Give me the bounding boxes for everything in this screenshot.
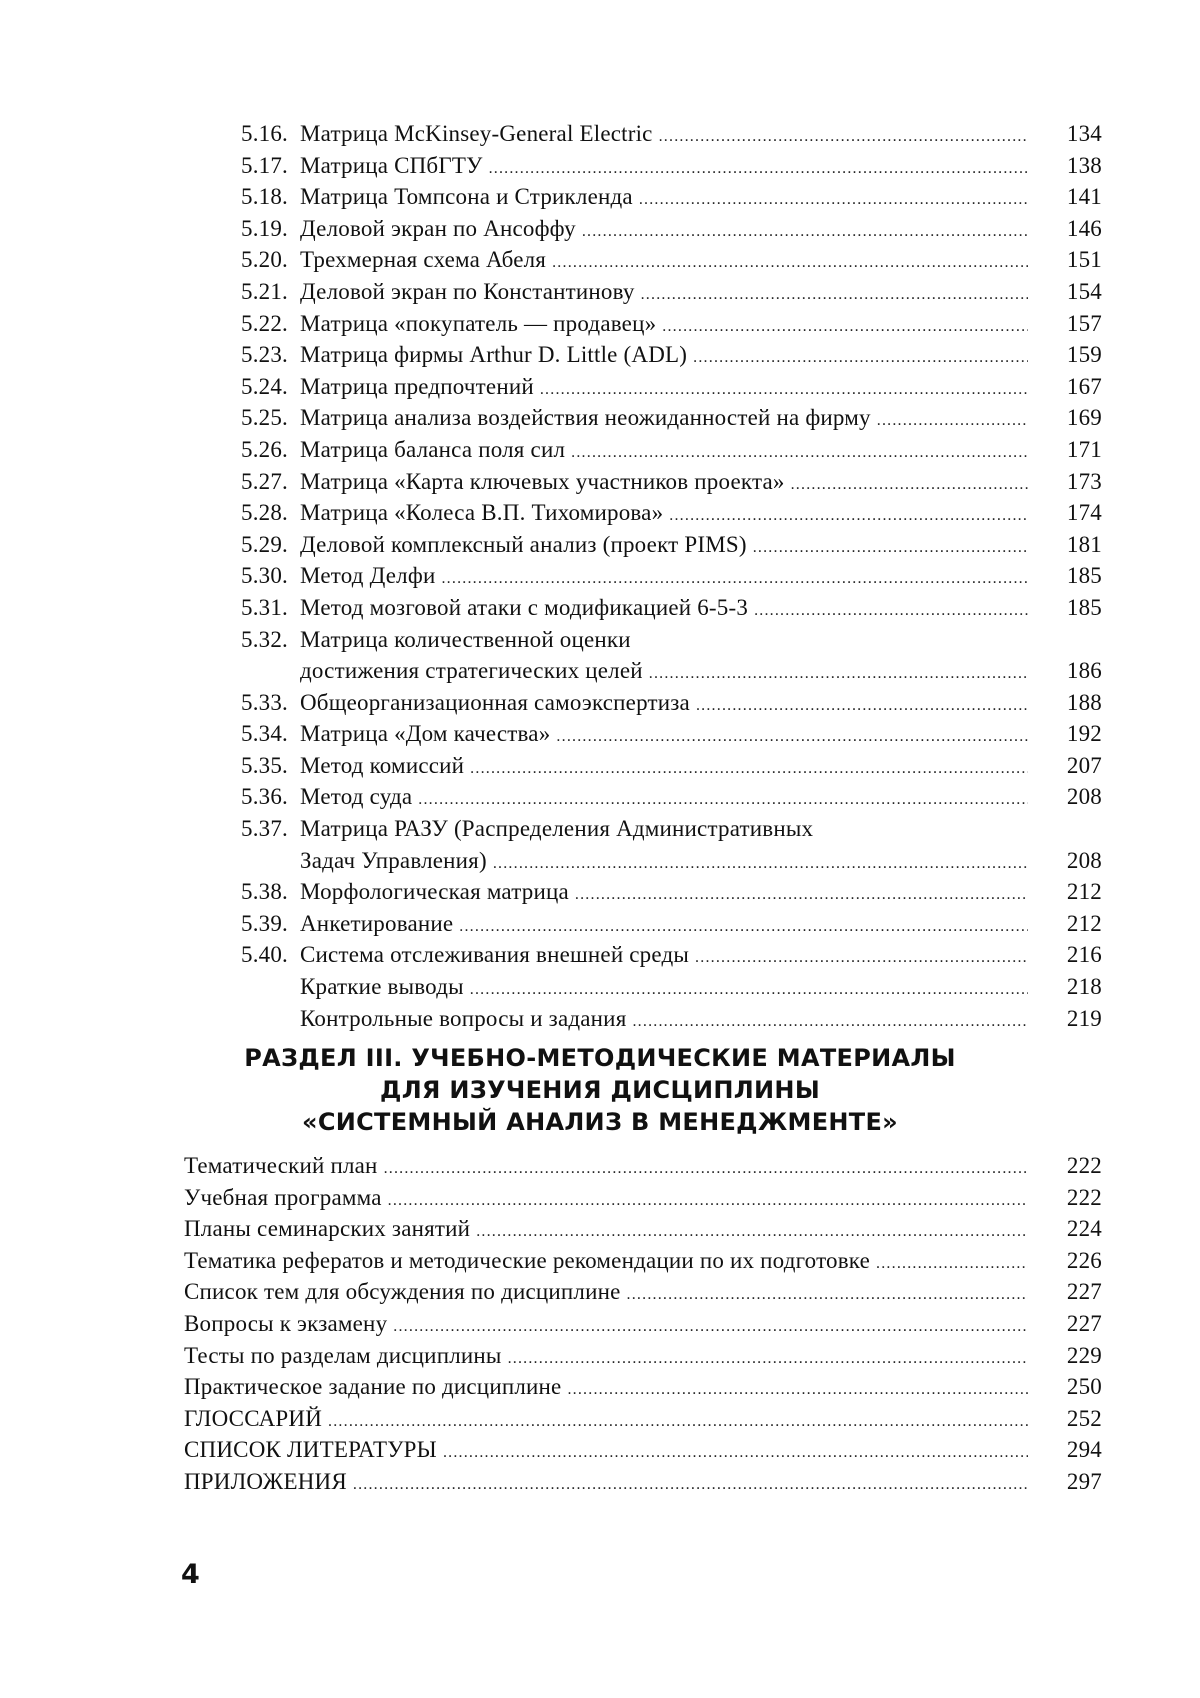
toc-entry[interactable] — [0, 1003, 1200, 1035]
entry-page-number: 171 — [1066, 436, 1102, 462]
entry-title-wrap — [300, 781, 1028, 816]
entry-title: Деловой комплексный анализ (проект PIMS) — [300, 531, 747, 557]
toc-entry[interactable] — [0, 1403, 1200, 1435]
entry-title: Контрольные вопросы и задания — [300, 1005, 627, 1031]
toc-entry[interactable] — [0, 308, 1200, 340]
entry-title-wrap — [300, 750, 1028, 785]
entry-title: Практическое задание по дисциплине — [184, 1374, 562, 1400]
toc-entry[interactable] — [0, 529, 1200, 561]
entry-number: 5.20. — [241, 247, 288, 273]
dot-leader — [388, 1185, 1028, 1217]
entry-number: 5.36. — [241, 784, 288, 810]
entry-title-wrap — [300, 908, 1028, 943]
entry-title-wrap — [300, 560, 1028, 595]
dot-leader — [508, 1343, 1028, 1375]
toc-entry[interactable] — [0, 971, 1200, 1003]
entry-title: Метод Делфи — [300, 563, 436, 589]
entry-title: Тесты по разделам дисциплины — [184, 1342, 502, 1368]
toc-entry[interactable] — [0, 655, 1200, 687]
toc-entry[interactable] — [0, 1213, 1200, 1245]
entry-number: 5.29. — [241, 531, 288, 557]
dot-leader — [489, 153, 1028, 185]
entry-title-wrap — [300, 402, 1028, 437]
entry-title: Система отслеживания внешней среды — [300, 942, 690, 968]
entry-title: Учебная программа — [184, 1184, 382, 1210]
entry-title-wrap — [184, 1403, 1028, 1438]
dot-leader — [659, 121, 1028, 153]
dot-leader — [696, 690, 1028, 722]
section-5-entries — [0, 118, 1200, 1034]
toc-entry[interactable] — [0, 750, 1200, 782]
entry-title: Матрица «Карта ключевых участников проекта» — [300, 468, 785, 494]
entry-number: 5.27. — [241, 468, 288, 494]
entry-title: Матрица «покупатель — продавец» — [300, 310, 657, 336]
dot-leader — [476, 1216, 1028, 1248]
dot-leader — [552, 247, 1028, 279]
dot-leader — [876, 1248, 1028, 1280]
dot-leader — [470, 974, 1028, 1006]
dot-leader — [575, 879, 1028, 911]
dot-leader — [632, 1006, 1028, 1038]
toc-entry[interactable] — [0, 876, 1200, 908]
entry-page-number: 297 — [1066, 1468, 1102, 1494]
entry-title-wrap — [300, 718, 1028, 753]
dot-leader — [582, 216, 1028, 248]
entry-page-number: 219 — [1066, 1005, 1102, 1031]
entry-title: Матрица фирмы Arthur D. Little (ADL) — [300, 342, 688, 368]
toc-entry[interactable] — [0, 497, 1200, 529]
entry-title-wrap — [300, 244, 1028, 279]
entry-page-number: 185 — [1066, 563, 1102, 589]
entry-title: Краткие выводы — [300, 974, 464, 1000]
toc-entry[interactable] — [0, 1182, 1200, 1214]
entry-page-number: 212 — [1066, 910, 1102, 936]
entry-title: Вопросы к экзамену — [184, 1310, 388, 1336]
entry-title-wrap — [300, 181, 1028, 216]
toc-entry[interactable] — [0, 213, 1200, 245]
toc-entry[interactable] — [0, 939, 1200, 971]
entry-page-number: 173 — [1066, 468, 1102, 494]
entry-number: 5.23. — [241, 342, 288, 368]
entry-page-number: 208 — [1066, 784, 1102, 810]
entry-title-wrap — [184, 1245, 1028, 1280]
dot-leader — [753, 532, 1028, 564]
entry-page-number: 224 — [1066, 1216, 1102, 1242]
entry-number: 5.33. — [241, 689, 288, 715]
toc-entry[interactable] — [0, 781, 1200, 813]
entry-page-number: 188 — [1066, 689, 1102, 715]
entry-page-number: 207 — [1066, 752, 1102, 778]
entry-page-number: 227 — [1066, 1279, 1102, 1305]
toc-entry[interactable] — [0, 845, 1200, 877]
entry-title-wrap — [300, 466, 1028, 501]
entry-page-number: 151 — [1066, 247, 1102, 273]
dot-leader — [470, 753, 1028, 785]
entry-page-number: 141 — [1066, 184, 1102, 210]
entry-title-wrap — [184, 1466, 1028, 1501]
entry-number: 5.30. — [241, 563, 288, 589]
toc-entry[interactable] — [0, 1371, 1200, 1403]
entry-title: Матрица «Колеса В.П. Тихомирова» — [300, 500, 664, 526]
entry-title-wrap — [300, 592, 1028, 627]
entry-title-wrap — [300, 971, 1028, 1006]
dot-leader — [571, 437, 1028, 469]
entry-title: Анкетирование — [300, 910, 454, 936]
entry-title-wrap — [184, 1434, 1028, 1469]
toc-entry[interactable] — [0, 181, 1200, 213]
entry-title: достижения стратегических целей — [300, 658, 643, 684]
entry-title-wrap — [184, 1182, 1028, 1217]
dot-leader — [693, 342, 1028, 374]
entry-page-number: 159 — [1066, 342, 1102, 368]
toc-entry[interactable] — [0, 592, 1200, 624]
dot-leader — [662, 311, 1028, 343]
entry-title-wrap — [300, 308, 1028, 343]
entry-title: СПИСОК ЛИТЕРАТУРЫ — [184, 1437, 437, 1463]
toc-entry[interactable] — [0, 687, 1200, 719]
entry-title: Деловой экран по Константинову — [300, 278, 635, 304]
toc-entry[interactable] — [0, 276, 1200, 308]
entry-page-number: 226 — [1066, 1247, 1102, 1273]
dot-leader — [540, 374, 1028, 406]
entry-title: Матрица анализа воздействия неожиданностей на фирму — [300, 405, 871, 431]
entry-title: ГЛОССАРИЙ — [184, 1405, 323, 1431]
entry-number: 5.25. — [241, 405, 288, 431]
entry-number: 5.28. — [241, 500, 288, 526]
entry-title: Список тем для обсуждения по дисциплине — [184, 1279, 621, 1305]
entry-title-wrap — [184, 1371, 1028, 1406]
entry-page-number: 146 — [1066, 215, 1102, 241]
dot-leader — [443, 1437, 1028, 1469]
entry-title-wrap — [300, 655, 1028, 690]
entry-title: Тематика рефератов и методические рекомендации по их подготовке — [184, 1247, 871, 1273]
entry-title-wrap — [300, 687, 1028, 722]
entry-page-number: 218 — [1066, 974, 1102, 1000]
dot-leader — [384, 1153, 1028, 1185]
entry-page-number: 250 — [1066, 1374, 1102, 1400]
entry-title-wrap — [300, 1003, 1028, 1038]
entry-title: Планы семинарских занятий — [184, 1216, 471, 1242]
part-3-entries — [0, 1150, 1200, 1498]
entry-number: 5.38. — [241, 879, 288, 905]
toc-entry[interactable] — [0, 402, 1200, 434]
entry-number: 5.17. — [241, 152, 288, 178]
entry-title-wrap — [184, 1213, 1028, 1248]
toc-entry[interactable] — [0, 718, 1200, 750]
dot-leader — [418, 784, 1028, 816]
entry-page-number: 212 — [1066, 879, 1102, 905]
entry-title: Морфологическая матрица — [300, 879, 569, 905]
entry-page-number: 252 — [1066, 1405, 1102, 1431]
entry-title-wrap — [300, 497, 1028, 532]
toc-entry[interactable] — [0, 1340, 1200, 1372]
entry-title: ПРИЛОЖЕНИЯ — [184, 1468, 347, 1494]
entry-page-number: 154 — [1066, 278, 1102, 304]
dot-leader — [459, 911, 1028, 943]
part-heading-line-3: «СИСТЕМНЫЙ АНАЛИЗ В МЕНЕДЖМЕНТЕ» — [302, 1108, 898, 1136]
entry-title: Матрица «Дом качества» — [300, 721, 551, 747]
entry-title-wrap — [300, 339, 1028, 374]
part-heading — [0, 1042, 1200, 1138]
part-heading-line-1: РАЗДЕЛ III. УЧЕБНО-МЕТОДИЧЕСКИЕ МАТЕРИАЛЫ — [244, 1044, 956, 1072]
entry-title: Матрица РАЗУ (Распределения Административных — [300, 816, 814, 842]
dot-leader — [627, 1279, 1028, 1311]
entry-title-wrap — [300, 813, 1028, 845]
toc-entry[interactable] — [0, 150, 1200, 182]
dot-leader — [754, 595, 1028, 627]
entry-page-number: 222 — [1066, 1184, 1102, 1210]
toc-entry[interactable] — [0, 118, 1200, 150]
entry-number: 5.26. — [241, 436, 288, 462]
entry-title-wrap — [300, 150, 1028, 185]
entry-title-wrap — [300, 434, 1028, 469]
entry-title: Общеорганизационная самоэкспертиза — [300, 689, 690, 715]
entry-title-wrap — [300, 624, 1028, 656]
toc-entry[interactable] — [0, 244, 1200, 276]
toc-entry[interactable] — [0, 1150, 1200, 1182]
part-heading-line-2: ДЛЯ ИЗУЧЕНИЯ ДИСЦИПЛИНЫ — [380, 1076, 820, 1104]
entry-title-wrap — [300, 276, 1028, 311]
dot-leader — [877, 405, 1028, 437]
entry-title: Деловой экран по Ансоффу — [300, 215, 576, 241]
entry-title-wrap — [184, 1276, 1028, 1311]
dot-leader — [791, 469, 1028, 501]
page-number: 4 — [181, 1559, 200, 1590]
entry-page-number: 216 — [1066, 942, 1102, 968]
entry-page-number: 229 — [1066, 1342, 1102, 1368]
entry-title: Метод мозговой атаки с модификацией 6-5-3 — [300, 594, 749, 620]
entry-title: Тематический план — [184, 1153, 378, 1178]
entry-page-number: 167 — [1066, 373, 1102, 399]
entry-title: Матрица СПбГТУ — [300, 152, 483, 178]
toc-entry[interactable] — [0, 560, 1200, 592]
toc-entry[interactable] — [0, 466, 1200, 498]
entry-page-number: 181 — [1066, 531, 1102, 557]
entry-title-wrap — [300, 876, 1028, 911]
dot-leader — [641, 279, 1028, 311]
toc-entry[interactable] — [0, 624, 1200, 656]
dot-leader — [695, 942, 1028, 974]
entry-title: Матрица предпочтений — [300, 373, 534, 399]
entry-number: 5.37. — [241, 816, 288, 842]
entry-title-wrap — [300, 118, 1028, 153]
entry-number: 5.16. — [241, 121, 288, 146]
entry-page-number: 185 — [1066, 594, 1102, 620]
toc-entry[interactable] — [0, 371, 1200, 403]
entry-page-number: 192 — [1066, 721, 1102, 747]
entry-title: Матрица количественной оценки — [300, 626, 631, 652]
entry-number: 5.19. — [241, 215, 288, 241]
entry-number: 5.40. — [241, 942, 288, 968]
entry-page-number: 169 — [1066, 405, 1102, 431]
entry-number: 5.31. — [241, 594, 288, 620]
toc-entry[interactable] — [0, 908, 1200, 940]
dot-leader — [441, 563, 1028, 595]
entry-number: 5.18. — [241, 184, 288, 210]
toc-entry[interactable] — [0, 434, 1200, 466]
toc-entry[interactable] — [0, 339, 1200, 371]
entry-title: Матрица баланса поля сил — [300, 436, 566, 462]
entry-page-number: 227 — [1066, 1310, 1102, 1336]
dot-leader — [649, 658, 1028, 690]
entry-title: Метод суда — [300, 784, 413, 810]
entry-page-number: 157 — [1066, 310, 1102, 336]
entry-number: 5.35. — [241, 752, 288, 778]
entry-page-number: 186 — [1066, 658, 1102, 684]
toc-entry[interactable] — [0, 813, 1200, 845]
dot-leader — [567, 1374, 1028, 1406]
entry-title-wrap — [300, 213, 1028, 248]
entry-title: Трехмерная схема Абеля — [300, 247, 547, 273]
dot-leader — [639, 184, 1028, 216]
toc-entry[interactable] — [0, 1276, 1200, 1308]
dot-leader — [353, 1469, 1028, 1501]
entry-page-number: 294 — [1066, 1437, 1102, 1463]
entry-number: 5.32. — [241, 626, 288, 652]
entry-title-wrap — [300, 845, 1028, 880]
toc-entry[interactable] — [0, 1245, 1200, 1277]
entry-title-wrap — [300, 939, 1028, 974]
entry-title-wrap — [184, 1340, 1028, 1375]
toc-entry[interactable] — [0, 1466, 1200, 1498]
entry-title: Матрица Томпсона и Стрикленда — [300, 184, 633, 210]
entry-page-number: 134 — [1066, 121, 1102, 146]
entry-number: 5.39. — [241, 910, 288, 936]
entry-page-number: 138 — [1066, 152, 1102, 178]
toc-entry[interactable] — [0, 1308, 1200, 1340]
entry-title-wrap — [184, 1150, 1028, 1185]
dot-leader — [493, 848, 1028, 880]
entry-page-number: 222 — [1066, 1153, 1102, 1178]
entry-title: Метод комиссий — [300, 752, 465, 778]
dot-leader — [328, 1406, 1028, 1438]
entry-number: 5.34. — [241, 721, 288, 747]
entry-title-wrap — [300, 371, 1028, 406]
entry-number: 5.21. — [241, 278, 288, 304]
entry-title-wrap — [300, 529, 1028, 564]
entry-title: Задач Управления) — [300, 847, 487, 873]
entry-page-number: 174 — [1066, 500, 1102, 526]
entry-title: Матрица McKinsey-General Electric — [300, 121, 653, 146]
toc-entry[interactable] — [0, 1434, 1200, 1466]
dot-leader — [669, 500, 1028, 532]
entry-title-wrap — [184, 1308, 1028, 1343]
entry-number: 5.22. — [241, 310, 288, 336]
dot-leader — [393, 1311, 1028, 1343]
entry-number: 5.24. — [241, 373, 288, 399]
dot-leader — [556, 721, 1028, 753]
entry-page-number: 208 — [1066, 847, 1102, 873]
